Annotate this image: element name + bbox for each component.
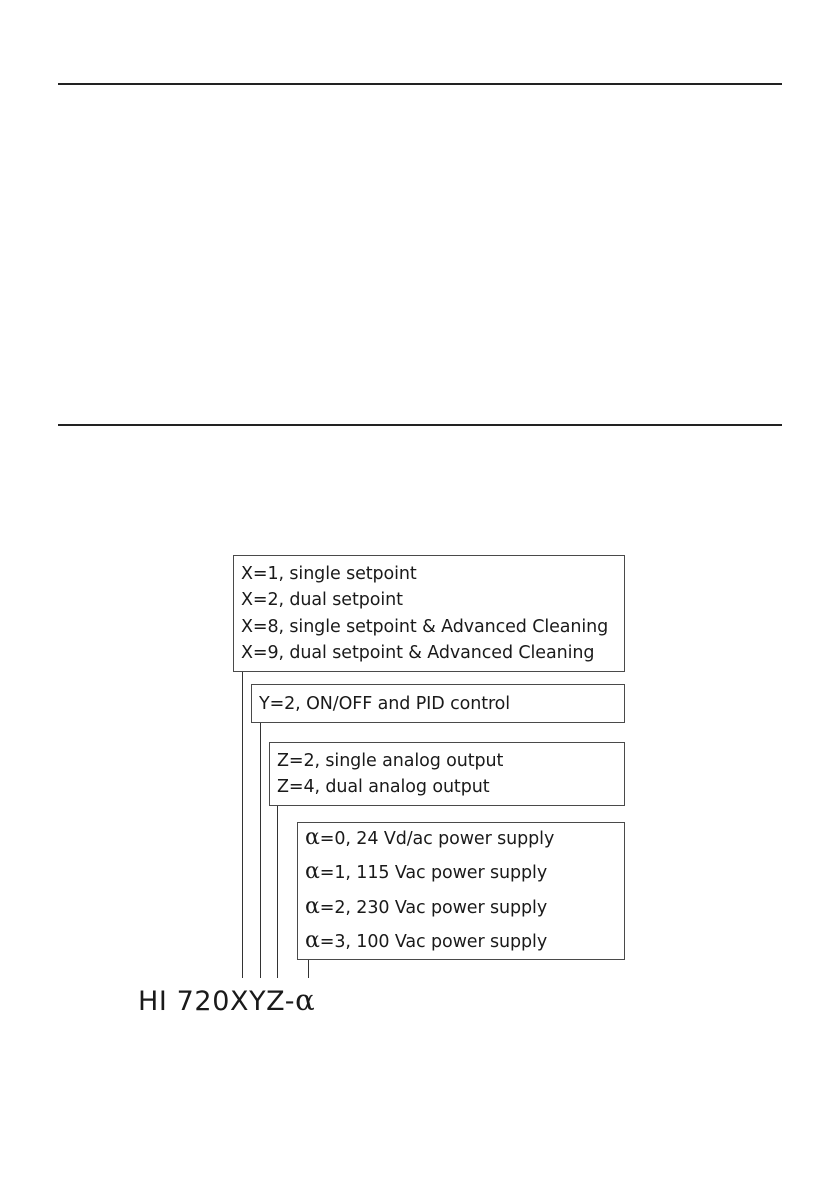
top-divider [58, 83, 782, 85]
alpha-symbol: α [305, 859, 320, 884]
model-code [138, 985, 315, 1017]
y-options-box [251, 684, 625, 723]
x-option-8: X=8, single setpoint & Advanced Cleaning [241, 617, 609, 637]
alpha-symbol: α [305, 894, 320, 919]
model-code-alpha: α [295, 983, 316, 1017]
alpha-option-0-text: =0, 24 Vd/ac power supply [319, 829, 555, 849]
alpha-connector-line [308, 960, 309, 978]
alpha-symbol: α [305, 928, 320, 953]
z-connector-line [277, 806, 278, 978]
alpha-option-3 [305, 928, 548, 953]
middle-divider [58, 424, 782, 426]
alpha-options-box [297, 822, 625, 960]
z-option-4: Z=4, dual analog output [277, 777, 490, 797]
alpha-option-0 [305, 825, 555, 850]
y-connector-line [260, 723, 261, 978]
alpha-option-1-text: =1, 115 Vac power supply [319, 863, 548, 883]
x-option-9: X=9, dual setpoint & Advanced Cleaning [241, 643, 595, 663]
alpha-option-2 [305, 894, 548, 919]
alpha-option-2-text: =2, 230 Vac power supply [319, 898, 548, 918]
alpha-option-1 [305, 859, 548, 884]
model-code-prefix: HI 720XYZ- [138, 986, 296, 1017]
x-options-box [233, 555, 625, 672]
alpha-option-3-text: =3, 100 Vac power supply [319, 932, 548, 952]
x-option-1: X=1, single setpoint [241, 564, 417, 584]
x-connector-line [242, 672, 243, 978]
alpha-symbol: α [305, 825, 320, 850]
y-option-2: Y=2, ON/OFF and PID control [259, 694, 511, 714]
z-options-box [269, 742, 625, 806]
z-option-2: Z=2, single analog output [277, 751, 504, 771]
x-option-2: X=2, dual setpoint [241, 590, 403, 610]
